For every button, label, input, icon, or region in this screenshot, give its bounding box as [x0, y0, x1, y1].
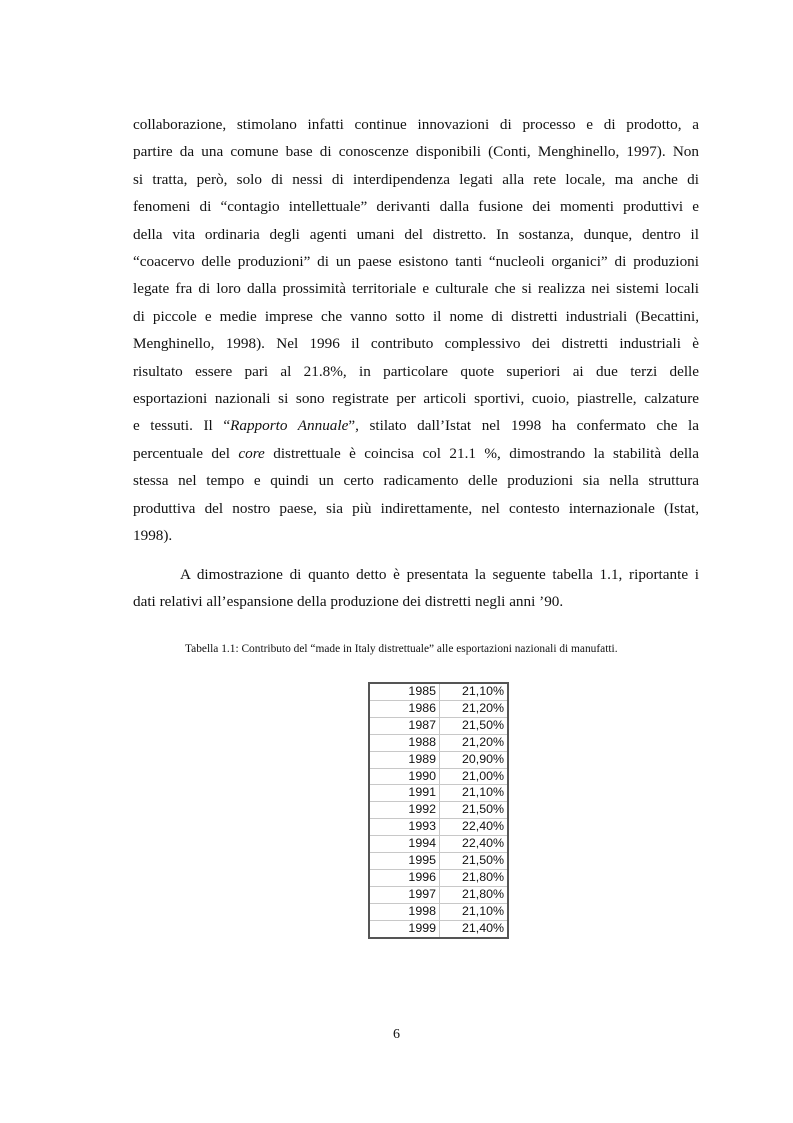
table-row: [370, 903, 507, 920]
table-row: [370, 734, 507, 751]
text-line: collaborazione, stimolano infatti continue innovazioni di processo e di prodotto, a: [133, 116, 699, 133]
year-cell: 1990: [370, 768, 440, 785]
paragraph-gap: [133, 550, 699, 561]
table-body: [370, 684, 507, 937]
text-line: A dimostrazione di quanto detto è presentata la seguente tabella 1.1, riportante i: [180, 565, 699, 583]
year-cell: 1987: [370, 717, 440, 734]
table-row: [370, 717, 507, 734]
table-row: [370, 802, 507, 819]
value-cell: 21,80%: [440, 869, 508, 886]
year-cell: 1991: [370, 785, 440, 802]
value-cell: 21,20%: [440, 734, 508, 751]
text-segment: ”, stilato dall’Istat nel 1998 ha confermato che la: [348, 417, 700, 435]
text-line: Menghinello, 1998). Nel 1996 il contributo complessivo dei distretti industriali è: [133, 335, 699, 353]
value-cell: 21,10%: [440, 684, 508, 700]
text-segment: percentuale del: [133, 444, 239, 462]
value-cell: 21,10%: [440, 903, 508, 920]
value-cell: 21,20%: [440, 700, 508, 717]
year-cell: 1985: [370, 684, 440, 700]
core-term-italic: core: [238, 444, 265, 462]
year-cell: 1988: [370, 734, 440, 751]
year-cell: 1994: [370, 836, 440, 853]
table-row: [370, 836, 507, 853]
year-cell: 1986: [370, 700, 440, 717]
text-line: della vita ordinaria degli agenti umani del distretto. In sostanza, dunque, dentro il: [133, 225, 699, 243]
text-line: [133, 440, 699, 467]
body-text: [133, 111, 699, 615]
text-line: risultato essere pari al 21.8%, in particolare quote superiori ai due terzi delle: [133, 362, 699, 380]
text-line: [133, 412, 699, 439]
value-cell: 21,10%: [440, 785, 508, 802]
report-title-italic: Rapporto Annuale: [230, 417, 349, 435]
text-line: di piccole e medie imprese che vanno sotto il nome di distretti industriali (Becattini,: [133, 307, 699, 325]
table-row: [370, 785, 507, 802]
year-cell: 1999: [370, 920, 440, 936]
table-row: [370, 819, 507, 836]
table-row: [370, 869, 507, 886]
text-line: si tratta, però, solo di nessi di interdipendenza legati alla rete locale, ma anche di: [133, 170, 699, 188]
text-line: esportazioni nazionali si sono registrate per articoli sportivi, cuoio, piastrelle, calzature: [133, 390, 699, 408]
year-cell: 1992: [370, 802, 440, 819]
year-cell: 1993: [370, 819, 440, 836]
year-cell: 1995: [370, 853, 440, 870]
text-line: fenomeni di “contagio intellettuale” derivanti dalla fusione dei momenti produttivi e: [133, 198, 699, 216]
value-cell: 21,40%: [461, 920, 504, 935]
text-line: stessa nel tempo e quindi un certo radicamento delle produzioni sia nella struttura: [133, 472, 699, 490]
text-line: legate fra di loro dalla prossimità territoriale e culturale che si realizza nei sistemi locali: [133, 280, 699, 298]
year-cell: 1998: [370, 903, 440, 920]
table-row: [370, 751, 507, 768]
value-cell: 20,90%: [440, 751, 508, 768]
value-cell: 21,50%: [440, 717, 508, 734]
year-cell: 1997: [370, 886, 440, 903]
year-cell: 1996: [370, 869, 440, 886]
value-cell: 22,40%: [440, 819, 508, 836]
year-cell: 1989: [370, 751, 440, 768]
export-share-table: [370, 684, 507, 937]
page-number: 6: [393, 1027, 400, 1042]
text-line: “coacervo delle produzioni” di un paese esistono tanti “nucleoli organici” di produzioni: [133, 253, 699, 271]
table-row: [370, 886, 507, 903]
text-line: partire da una comune base di conoscenze disponibili (Conti, Menghinello, 1997). Non: [133, 143, 699, 161]
data-table: [368, 682, 509, 939]
text-segment: distrettuale è coincisa col 21.1 %, dimostrando la stabilità della: [264, 444, 699, 462]
text-line: dati relativi all’espansione della produzione dei distretti negli anni ’90.: [133, 592, 564, 610]
text-segment: e tessuti. Il “: [133, 417, 231, 435]
value-cell: 21,50%: [440, 802, 508, 819]
table-row: [370, 920, 507, 936]
text-line: 1998).: [133, 527, 173, 545]
table-row: [370, 700, 507, 717]
value-cell: 21,00%: [440, 768, 508, 785]
value-cell: 22,40%: [440, 836, 508, 853]
table-row: [370, 768, 507, 785]
table-caption: Tabella 1.1: Contributo del “made in Italy distrettuale” alle esportazioni nazionali di manufatti.: [185, 643, 618, 655]
value-cell: 21,50%: [440, 853, 508, 870]
table-row: [370, 684, 507, 700]
table-row: [370, 853, 507, 870]
value-cell: 21,80%: [440, 886, 508, 903]
text-line: produttiva del nostro paese, sia più indirettamente, nel contesto internazionale (Istat,: [133, 499, 699, 517]
